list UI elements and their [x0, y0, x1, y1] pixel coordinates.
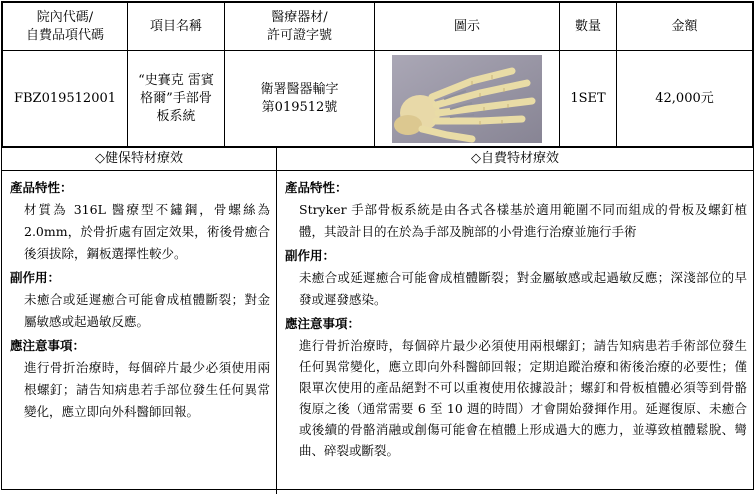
- self-pay-efficacy-column: [277, 148, 753, 494]
- self-pay-side-effect-text: 未癒合或延遲癒合可能會成植體斷裂；對金屬敏感或起過敏反應；深淺部位的早發或遲發感染。: [299, 270, 747, 307]
- item-name-line1: “史賽克 雷賓: [138, 72, 214, 88]
- nhi-caution-text: 進行骨折治療時，每個碎片最少必須使用兩根螺釘；請告知病患若手部位發生任何異常變化，應立即向外科醫師回報。: [24, 360, 270, 419]
- item-name: [128, 51, 225, 147]
- nhi-efficacy-title: ◇健保特材療效: [2, 148, 276, 171]
- self-pay-efficacy-title: ◇自費特材療效: [277, 148, 753, 171]
- efficacy-section: [2, 147, 753, 494]
- header-license: [225, 3, 375, 51]
- table-row: [3, 51, 753, 147]
- item-code: FBZ019512001: [3, 51, 128, 147]
- nhi-efficacy-column: [2, 148, 277, 494]
- header-code-line2: 自費品項代碼: [25, 27, 104, 43]
- self-pay-feature-heading: 產品特性：: [285, 180, 348, 195]
- table-header-row: [3, 3, 753, 51]
- document: [1, 1, 754, 490]
- item-name-line3: 板系統: [156, 108, 196, 124]
- item-license-line2: 第019512號: [261, 99, 338, 115]
- item-license: [225, 51, 375, 147]
- item-quantity: 1SET: [560, 51, 617, 147]
- self-pay-caution-text: 進行骨折治療時，每個碎片最少必須使用兩根螺釘；請告知病患若手術部位發生任何異常變化，應立即向外科醫師回報；定期追蹤治療和術後治療的必要性；僅限單次使用的產品絕對不可以重複使用依據設計；螺釘和骨板植體必須等到骨骼復原之後（通常需要 6 至 10 週的時間）才會開始發揮作用。延遲復原、未癒合或後續的骨骼消融或創傷可能會在植體上形成過大的應力，並導致植體鬆脫、彎曲、碎裂或斷裂。: [299, 338, 747, 458]
- header-amount: 金額: [617, 3, 753, 51]
- item-image: [375, 51, 560, 147]
- header-code: [3, 3, 128, 51]
- nhi-side-effect-text: 未癒合或延遲癒合可能會成植體斷裂；對金屬敏感或起過敏反應。: [24, 292, 270, 329]
- header-license-line1: 醫療器材/: [271, 9, 328, 25]
- item-amount: 42,000元: [617, 51, 753, 147]
- header-image: 圖示: [375, 3, 560, 51]
- item-license-line1: 衛署醫器輸字: [260, 81, 339, 97]
- self-pay-side-effect-heading: 副作用：: [285, 248, 336, 263]
- nhi-side-effect-heading: 副作用：: [10, 270, 61, 285]
- header-quantity: 數量: [560, 3, 617, 51]
- header-code-line1: 院內代碼/: [36, 9, 94, 25]
- header-name: 項目名稱: [128, 3, 225, 51]
- item-table: [2, 2, 753, 147]
- nhi-feature-heading: 產品特性：: [10, 180, 73, 195]
- item-name-line2: 格爾”手部骨: [140, 90, 212, 106]
- header-license-line2: 許可證字號: [266, 27, 332, 43]
- self-pay-feature-text: Stryker 手部骨板系統是由各式各樣基於適用範圍不同而組成的骨板及螺釘植體，其設計目的在於為手部及腕部的小骨進行治療並施行手術: [299, 202, 747, 239]
- nhi-caution-heading: 應注意事項：: [10, 338, 86, 353]
- self-pay-caution-heading: 應注意事項：: [285, 316, 361, 331]
- nhi-feature-text: 材質為 316L 醫療型不鏽鋼，骨螺絲為 2.0mm，於骨折處有固定效果，術後骨癒合後須拔除，鋼板選擇性較少。: [24, 202, 270, 261]
- hand-bone-plate-image: [392, 55, 542, 143]
